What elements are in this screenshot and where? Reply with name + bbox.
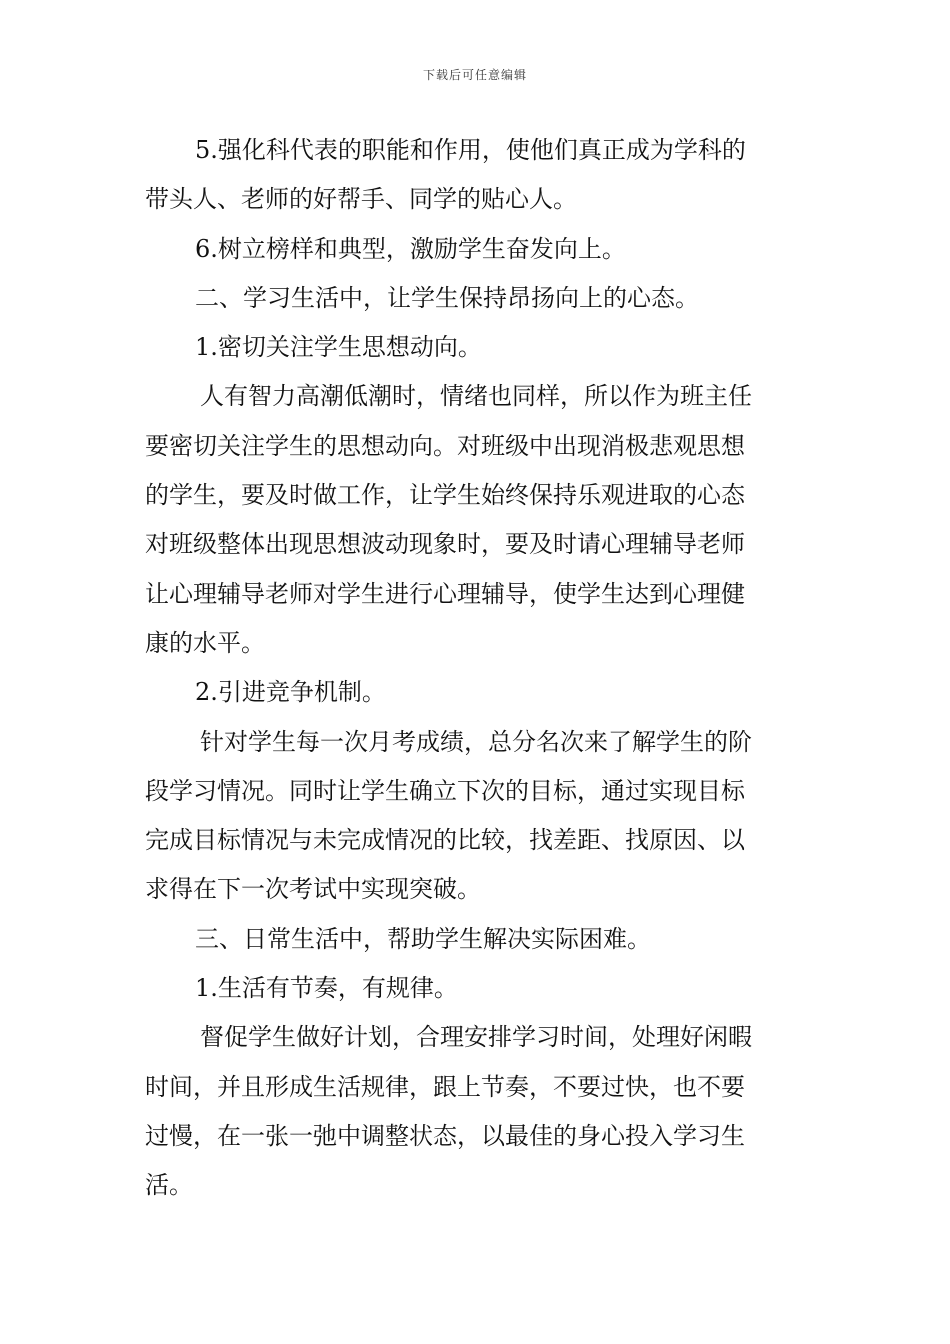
document-body: [145, 126, 810, 1211]
text-line: 完成目标情况与未完成情况的比较，找差距、找原因、以: [145, 826, 745, 855]
text-line: 对班级整体出现思想波动现象时，要及时请心理辅导老师: [145, 530, 745, 559]
text-line: 针对学生每一次月考成绩，总分名次来了解学生的阶: [200, 727, 752, 756]
header-note: 下载后可任意编辑: [422, 68, 527, 82]
text-line: 康的水平。: [145, 628, 265, 657]
text-line: 督促学生做好计划，合理安排学习时间，处理好闲暇: [200, 1023, 752, 1052]
text-line: 的学生，要及时做工作，让学生始终保持乐观进取的心态: [145, 481, 745, 510]
text-line: 带头人、老师的好帮手、同学的贴心人。: [145, 185, 577, 214]
text-line: 时间，并且形成生活规律，跟上节奏，不要过快，也不要: [145, 1072, 745, 1101]
section-heading: 二、学习生活中，让学生保持昂扬向上的心态。: [195, 283, 699, 312]
text-line: 要密切关注学生的思想动向。对班级中出现消极悲观思想: [145, 431, 745, 460]
text-line: 活。: [145, 1171, 193, 1200]
section-heading: 三、日常生活中，帮助学生解决实际困难。: [195, 924, 651, 953]
text-line: 过慢，在一张一弛中调整状态，以最佳的身心投入学习生: [145, 1121, 745, 1150]
subsection-heading: 1.密切关注学生思想动向。: [195, 333, 482, 362]
text-line: 段学习情况。同时让学生确立下次的目标，通过实现目标: [145, 776, 745, 805]
text-line: 求得在下一次考试中实现突破。: [145, 875, 481, 904]
subsection-heading: 1.生活有节奏，有规律。: [195, 974, 458, 1003]
text-line: 让心理辅导老师对学生进行心理辅导，使学生达到心理健: [145, 579, 745, 608]
text-line: 6.树立榜样和典型，激励学生奋发向上。: [195, 234, 626, 263]
subsection-heading: 2.引进竞争机制。: [195, 678, 386, 707]
text-line: 5.强化科代表的职能和作用，使他们真正成为学科的: [195, 136, 746, 164]
text-line: 人有智力高潮低潮时，情绪也同样，所以作为班主任: [200, 382, 752, 411]
